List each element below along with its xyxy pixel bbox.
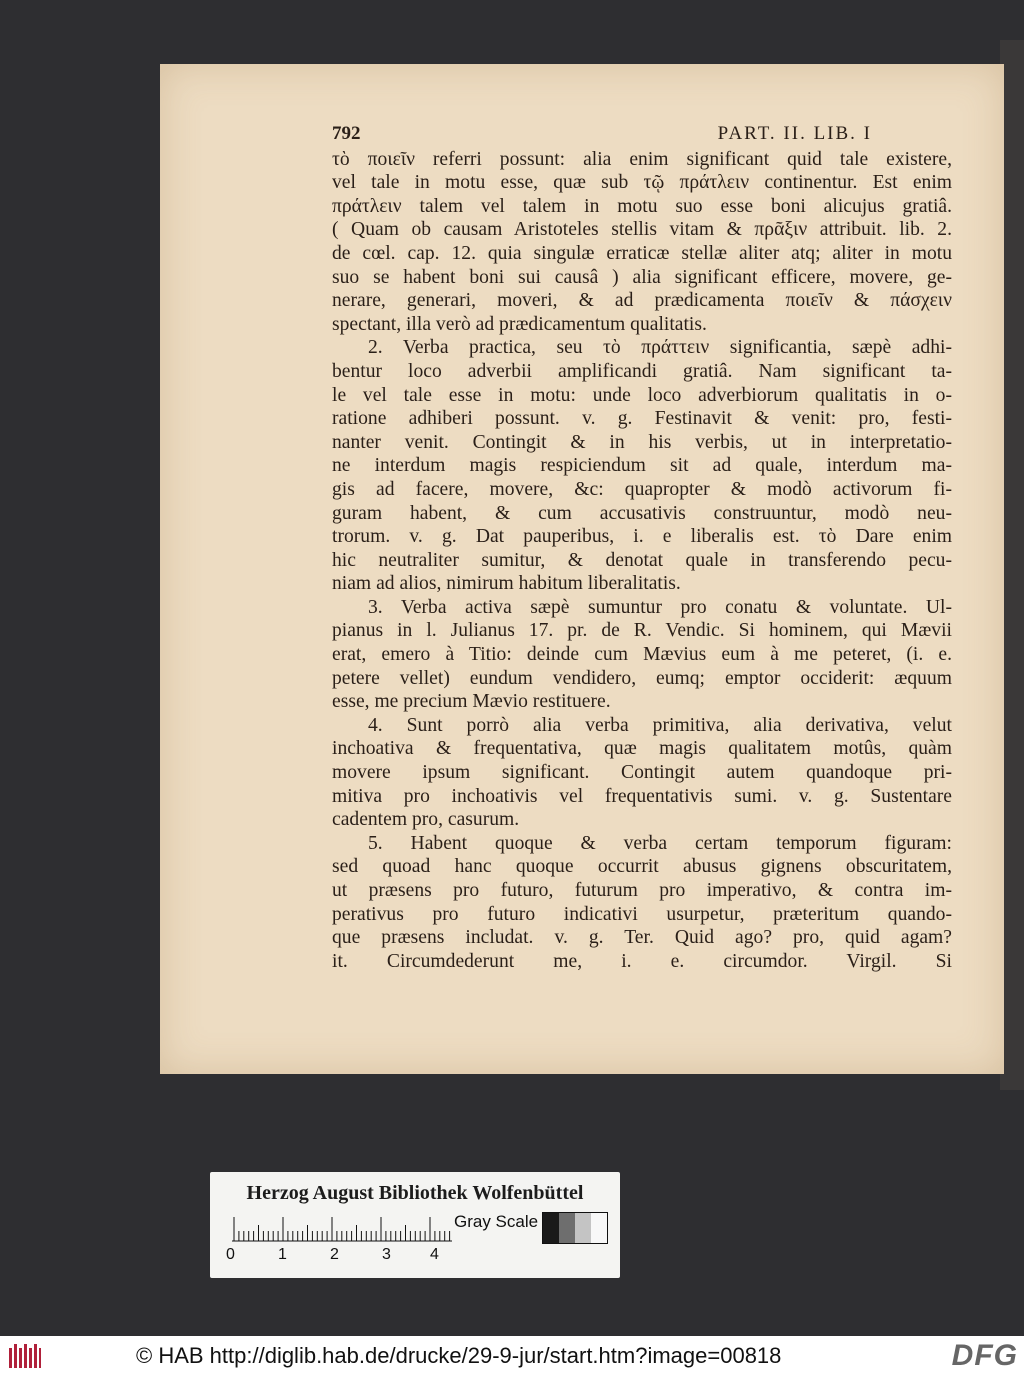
ruler-icon	[232, 1216, 452, 1242]
text-line: τὸ ποιεῖν referri possunt: alia enim significant quid tale existere,	[332, 148, 952, 170]
gray-swatch	[575, 1213, 591, 1243]
text-line: πράτλειν talem vel talem in motu suo esse boni alicujus gratiâ.	[332, 195, 952, 217]
text-line: ratione adhiberi possunt. v. g. Festinavit & venit: pro, festi-	[332, 408, 952, 430]
text-line: 2. Verba practica, seu τὸ πράττειν significantia, sæpè adhi-	[368, 337, 952, 359]
text-line: inchoativa & frequentativa, quæ magis qualitatem motûs, quàm	[332, 738, 952, 760]
page-number: 792	[332, 123, 361, 144]
running-head: PART. II. LIB. I	[717, 123, 872, 144]
gray-swatch	[559, 1213, 575, 1243]
ruler-number: 2	[330, 1246, 339, 1263]
gray-swatch	[591, 1213, 607, 1243]
text-line: le vel tale esse in motu: unde loco adverbiorum qualitatis in o-	[332, 384, 952, 406]
footer-bar	[0, 1336, 1024, 1376]
text-line: cadentem pro, casurum.	[332, 809, 520, 831]
text-line: ne interdum magis respiciendum sit ad quale, interdum ma-	[332, 455, 952, 477]
text-line: gis ad facere, movere, &c: quapropter & modò activorum fi-	[332, 478, 952, 500]
text-line: hic neutraliter sumitur, & denotat quale in transferendo pecu-	[332, 549, 952, 571]
page-header	[332, 122, 952, 146]
text-line: it. Circumdederunt me, i. e. circumdor. Virgil. Si	[332, 950, 952, 972]
text-line: guram habent, & cum accusativis construuntur, modò neu-	[332, 502, 952, 524]
text-line: vel tale in motu esse, quæ sub τῷ πράτλειν continentur. Est enim	[332, 172, 952, 194]
text-line: movere ipsum significant. Contingit autem quandoque pri-	[332, 762, 952, 784]
ruler-number: 4	[430, 1246, 439, 1263]
text-line: erat, emero à Titio: deinde cum Mævius eum à me peteret, (i. e.	[332, 644, 952, 666]
scanned-page	[160, 64, 1004, 1074]
gray-scale-label: Gray Scale	[454, 1212, 539, 1231]
text-line: perativus pro futuro indicativi usurpetur, præteritum quando-	[332, 903, 952, 925]
text-line: esse, me precium Mævio restituere.	[332, 691, 611, 713]
ruler-number: 1	[278, 1246, 287, 1263]
hab-logo-icon	[8, 1342, 42, 1370]
text-line: spectant, illa verò ad prædicamentum qualitatis.	[332, 313, 707, 335]
text-line: pianus in l. Julianus 17. pr. de R. Vendic. Si hominem, qui Mævii	[332, 620, 952, 642]
gray-swatch	[543, 1213, 559, 1243]
text-line: nanter venit. Contingit & in his verbis, ut in interpretatio-	[332, 431, 952, 453]
text-line: niam ad alios, nimirum habitum liberalitatis.	[332, 573, 681, 595]
copyright-url[interactable]: © HAB http://diglib.hab.de/drucke/29-9-jur/start.htm?image=00818	[136, 1343, 782, 1368]
text-line: de cœl. cap. 12. quia singulæ erraticæ stellæ aliter atq; aliter in motu	[332, 242, 952, 264]
text-line: nerare, generari, moveri, & ad prædicamenta ποιεῖν & πάσχειν	[332, 290, 952, 312]
gray-scale-bar	[542, 1212, 608, 1244]
ruler-number: 0	[226, 1246, 235, 1263]
text-line: que præsens includat. v. g. Ter. Quid ago? pro, quid agam?	[332, 927, 952, 949]
library-label	[210, 1172, 620, 1278]
text-line: sed quoad hanc quoque occurrit abusus gignens obscuritatem,	[332, 856, 952, 878]
ruler-number: 3	[382, 1246, 391, 1263]
text-line: trorum. v. g. Dat pauperibus, i. e liberalis est. τὸ Dare enim	[332, 526, 952, 548]
text-line: 3. Verba activa sæpè sumuntur pro conatu & voluntate. Ul-	[368, 596, 952, 618]
text-line: ( Quam ob causam Aristoteles stellis vitam & πρᾶξιν attribuit. lib. 2.	[332, 219, 952, 241]
text-line: 4. Sunt porrò alia verba primitiva, alia derivativa, velut	[368, 714, 952, 736]
text-line: 5. Habent quoque & verba certam temporum figuram:	[368, 832, 952, 854]
text-line: petere vellet) eundum vendidero, eumq; emptor occiderit: æquum	[332, 667, 952, 689]
text-line: bentur loco adverbii amplificandi gratiâ. Nam significant ta-	[332, 360, 952, 382]
text-body	[332, 148, 952, 974]
page-text	[332, 122, 952, 973]
library-name: Herzog August Bibliothek Wolfenbüttel	[246, 1182, 584, 1204]
text-line: suo se habent boni sui causâ ) alia significant efficere, movere, ge-	[332, 266, 952, 288]
text-line: mitiva pro inchoativis vel frequentativis sumi. v. g. Sustentare	[332, 785, 952, 807]
text-line: ut præsens pro futuro, futurum pro imperativo, & contra im-	[332, 880, 952, 901]
dfg-logo: DFG	[951, 1339, 1018, 1372]
